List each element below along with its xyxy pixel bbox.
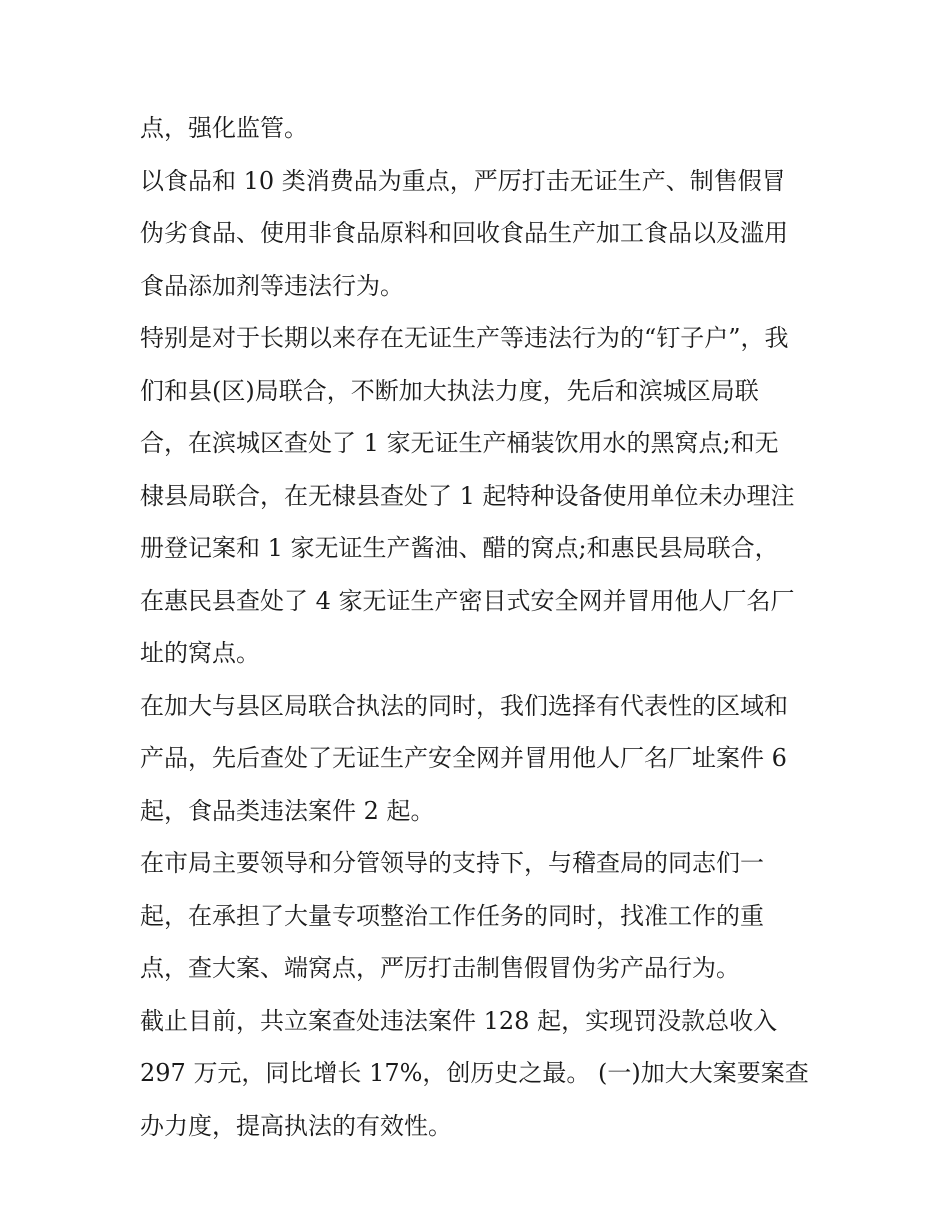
text-line: 点，强化监管。 <box>140 114 308 142</box>
text-line: 起，食品类违法案件 2 起。 <box>140 796 435 825</box>
text-line: 在市局主要领导和分管领导的支持下，与稽查局的同志们一 <box>140 849 764 877</box>
text-line: 册登记案和 1 家无证生产酱油、醋的窝点;和惠民县局联合， <box>140 534 779 562</box>
text-line: 食品添加剂等违法行为。 <box>140 271 404 300</box>
text-line: 截止目前，共立案查处违法案件 128 起，实现罚没款总收入 <box>140 1006 778 1035</box>
text-line: 以食品和 10 类消费品为重点，严厉打击无证生产、制售假冒 <box>140 166 786 195</box>
text-line: 在惠民县查处了 4 家无证生产密目式安全网并冒用他人厂名厂 <box>140 586 795 615</box>
text-line: 起，在承担了大量专项整治工作任务的同时，找准工作的重 <box>140 901 764 930</box>
text-line: 在加大与县区局联合执法的同时，我们选择有代表性的区域和 <box>140 691 788 720</box>
text-line: 们和县(区)局联合，不断加大执法力度，先后和滨城区局联 <box>140 376 759 405</box>
text-line: 点，查大案、端窝点，严厉打击制售假冒伪劣产品行为。 <box>140 954 740 982</box>
text-line: 伪劣食品、使用非食品原料和回收食品生产加工食品以及滥用 <box>140 219 788 247</box>
text-line: 合，在滨城区查处了 1 家无证生产桶装饮用水的黑窝点;和无 <box>140 429 779 457</box>
text-line: 办力度，提高执法的有效性。 <box>140 1111 452 1140</box>
text-line: 址的窝点。 <box>140 639 260 667</box>
text-line: 特别是对于长期以来存在无证生产等违法行为的“钉子户”，我 <box>140 324 789 352</box>
text-line: 产品，先后查处了无证生产安全网并冒用他人厂名厂址案件 6 <box>140 744 787 772</box>
text-line: 297 万元，同比增长 17%，创历史之最。 (一)加大大案要案查 <box>140 1059 809 1087</box>
text-line: 棣县局联合，在无棣县查处了 1 起特种设备使用单位未办理注 <box>140 481 795 510</box>
document-body <box>140 102 820 1152</box>
